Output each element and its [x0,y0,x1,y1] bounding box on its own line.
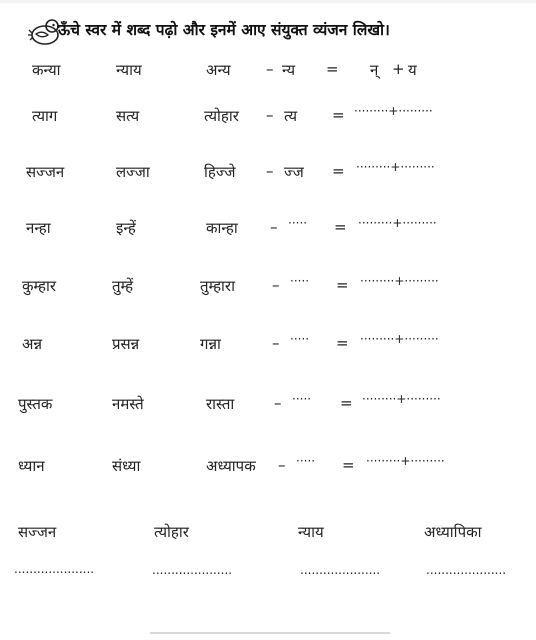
equals: = [332,106,345,124]
equals: = [334,218,347,236]
row-word-1: त्याग [32,107,58,125]
dash: – [272,276,280,294]
scan-edge-bottom [150,632,390,634]
bottom-blank-1[interactable]: ..................... [14,562,95,576]
answer-blank[interactable]: ·········+········· [354,104,433,118]
row-word-2: नमस्ते [112,395,144,413]
plus: + [392,60,405,78]
dash: – [270,218,278,236]
conjunct-blank[interactable]: ····· [292,392,312,406]
row-word-1: सज्जन [26,163,65,181]
row-word-1: ध्यान [18,457,45,475]
dash: – [272,334,280,352]
instruction-title: ऊँचे स्वर में शब्द पढ़ो और इनमें आए संयुक्त व्यंजन लिखो। [58,21,390,39]
row-word-3: कान्हा [206,219,238,237]
row-word-2: तुम्हें [112,277,134,295]
row-word-1: कन्या [32,61,61,79]
equals: = [336,334,349,352]
bottom-word-4: अध्यापिका [424,523,482,541]
conjunct: न्य [282,61,296,79]
dash: – [266,106,274,124]
bottom-blank-3[interactable]: ..................... [300,563,381,577]
row-word-3: त्योहार [204,107,239,125]
scan-edge [0,0,536,3]
bottom-word-1: सज्जन [18,523,57,541]
equals: = [332,162,345,180]
row-word-2: न्याय [116,61,142,79]
dash: – [266,60,274,78]
row-word-3: गन्ना [200,335,221,353]
answer-blank[interactable]: ·········+········· [362,392,441,406]
part-1: न् [370,61,379,79]
bird-icon [28,14,62,48]
dash: – [274,394,282,412]
part-2: य [408,61,417,79]
conjunct-blank[interactable]: ····· [290,332,310,346]
row-word-3: तुम्हारा [200,277,235,295]
row-word-1: पुस्तक [18,395,53,413]
row-word-3: अध्यापक [206,457,256,475]
dash: – [266,162,274,180]
answer-blank[interactable]: ·········+········· [360,332,439,346]
dash: – [278,456,286,474]
equals: = [342,456,355,474]
row-word-3: रास्ता [206,395,235,413]
equals: = [326,60,339,78]
bottom-blank-4[interactable]: ..................... [426,563,507,577]
row-word-2: लज्जा [116,163,150,181]
answer-blank[interactable]: ·········+········· [366,454,445,468]
row-word-3: हिज्जे [204,163,236,181]
row-word-2: सत्य [116,107,140,125]
conjunct-blank[interactable]: ····· [288,216,308,230]
answer-blank[interactable]: ·········+········· [360,274,439,288]
conjunct: ज्ज [284,163,304,181]
conjunct: त्य [284,107,298,125]
conjunct-blank[interactable]: ····· [290,274,310,288]
answer-blank[interactable]: ·········+········· [356,160,435,174]
row-word-2: प्रसन्न [112,335,140,353]
bottom-blank-2[interactable]: ..................... [152,563,233,577]
equals: = [340,394,353,412]
row-word-1: नन्हा [26,219,51,237]
equals: = [336,276,349,294]
answer-blank[interactable]: ·········+········· [358,216,437,230]
row-word-3: अन्य [206,61,231,79]
row-word-2: संध्या [112,457,141,475]
bottom-word-2: त्योहार [154,523,189,541]
row-word-1: अन्न [22,335,43,353]
row-word-1: कुम्हार [22,277,57,295]
conjunct-blank[interactable]: ····· [296,454,316,468]
row-word-2: इन्हें [116,219,136,237]
bottom-word-3: न्याय [298,523,324,541]
